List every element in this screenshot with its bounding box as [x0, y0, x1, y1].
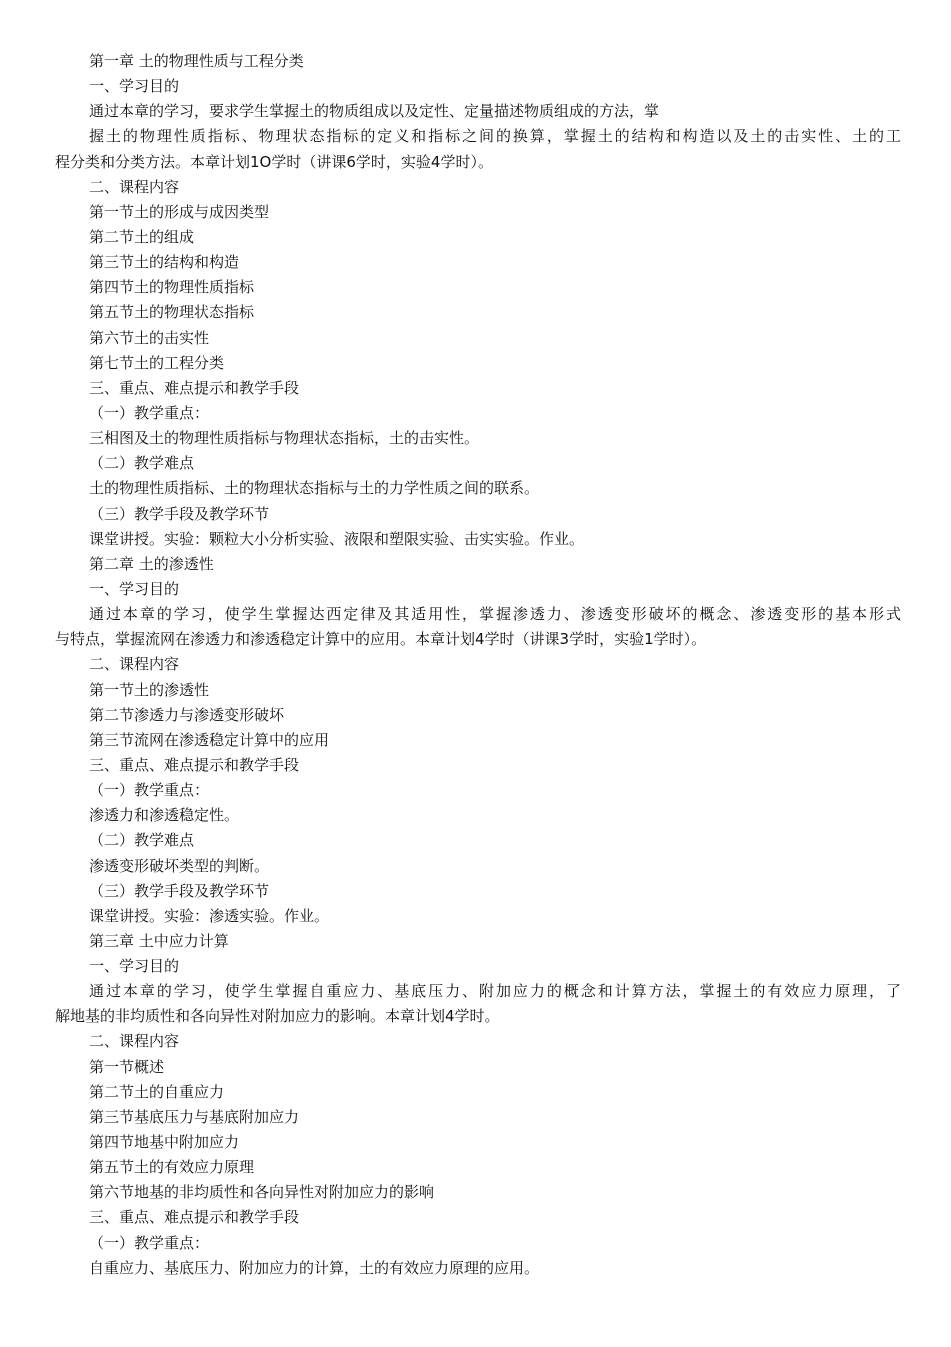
subheading: （二）教学难点: [89, 831, 195, 850]
section-heading: 一、学习目的: [89, 77, 180, 96]
chapter-title: 第三章 土中应力计算: [89, 931, 229, 950]
list-item: 第三节流网在渗透稳定计算中的应用: [89, 730, 330, 749]
chapter-title: 第一章 土的物理性质与工程分类: [89, 52, 304, 70]
paragraph-line: 通过本章的学习，要求学生掌握土的物质组成以及定性、定量描述物质组成的方法，掌: [89, 102, 660, 121]
list-item: 第二节土的组成: [89, 227, 195, 246]
section-heading: 一、学习目的: [89, 957, 180, 976]
document-body: [55, 49, 901, 1281]
paragraph: [55, 979, 901, 1029]
paragraph-line: 自重应力、基底压力、附加应力的计算，土的有效应力原理的应用。: [89, 1258, 540, 1277]
list-item: 第五节土的有效应力原理: [89, 1158, 255, 1177]
list-item: 第四节土的物理性质指标: [89, 278, 255, 297]
list-item: 第一节概述: [89, 1057, 165, 1076]
subheading: （一）教学重点：: [89, 781, 210, 800]
subheading: （一）教学重点：: [89, 403, 210, 422]
paragraph-line: 解地基的非均质性和各向异性对附加应力的影响。本章计划4学时。: [55, 1007, 500, 1026]
section-heading: 二、课程内容: [89, 1032, 180, 1051]
paragraph-line: 握土的物理性质指标、物理状态指标的定义和指标之间的换算，掌握土的结构和构造以及土的击实性、土的工: [89, 127, 901, 146]
section-heading: 一、学习目的: [89, 579, 180, 598]
list-item: 第三节土的结构和构造: [89, 253, 240, 272]
paragraph-line: 课堂讲授。实验：渗透实验。作业。: [89, 906, 330, 925]
chapter-title: 第二章 土的渗透性: [89, 554, 214, 573]
paragraph-line: 与特点，掌握流网在渗透力和渗透稳定计算中的应用。本章计划4学时（讲课3学时，实验1学时）。: [55, 630, 707, 649]
paragraph-line: 通过本章的学习，使学生掌握自重应力、基底压力、附加应力的概念和计算方法，掌握土的有效应力原理，了: [89, 982, 901, 1001]
list-item: 第七节土的工程分类: [89, 353, 225, 372]
list-item: 第六节土的击实性: [89, 328, 210, 347]
subheading: （二）教学难点: [89, 454, 195, 473]
paragraph-line: 通过本章的学习，使学生掌握达西定律及其适用性，掌握渗透力、渗透变形破坏的概念、渗透变形的基本形式: [89, 605, 901, 624]
section-heading: 三、重点、难点提示和教学手段: [89, 1208, 300, 1227]
list-item: 第三节基底压力与基底附加应力: [89, 1107, 300, 1126]
paragraph: [55, 602, 901, 652]
paragraph-line: 三相图及土的物理性质指标与物理状态指标，土的击实性。: [89, 429, 480, 448]
list-item: 第二节渗透力与渗透变形破坏: [89, 705, 285, 724]
list-item: 第一节土的渗透性: [89, 680, 210, 699]
paragraph: [55, 124, 901, 174]
list-item: 第一节土的形成与成因类型: [89, 202, 270, 221]
subheading: （三）教学手段及教学环节: [89, 504, 270, 523]
section-heading: 三、重点、难点提示和教学手段: [89, 755, 300, 774]
subheading: （一）教学重点：: [89, 1233, 210, 1252]
paragraph-line: 土的物理性质指标、土的物理状态指标与土的力学性质之间的联系。: [89, 479, 540, 498]
section-heading: 二、课程内容: [89, 655, 180, 674]
list-item: 第六节地基的非均质性和各向异性对附加应力的影响: [89, 1183, 435, 1202]
list-item: 第五节土的物理状态指标: [89, 303, 255, 322]
list-item: 第二节土的自重应力: [89, 1082, 225, 1101]
list-item: 第四节地基中附加应力: [89, 1133, 240, 1152]
paragraph-line: 课堂讲授。实验：颗粒大小分析实验、液限和塑限实验、击实实验。作业。: [89, 529, 585, 548]
paragraph-line: 程分类和分类方法。本章计划1O学时（讲课6学时，实验4学时）。: [55, 152, 493, 171]
section-heading: 二、课程内容: [89, 177, 180, 196]
paragraph-line: 渗透变形破坏类型的判断。: [89, 856, 270, 875]
paragraph-line: 渗透力和渗透稳定性。: [89, 806, 240, 825]
subheading: （三）教学手段及教学环节: [89, 881, 270, 900]
section-heading: 三、重点、难点提示和教学手段: [89, 378, 300, 397]
